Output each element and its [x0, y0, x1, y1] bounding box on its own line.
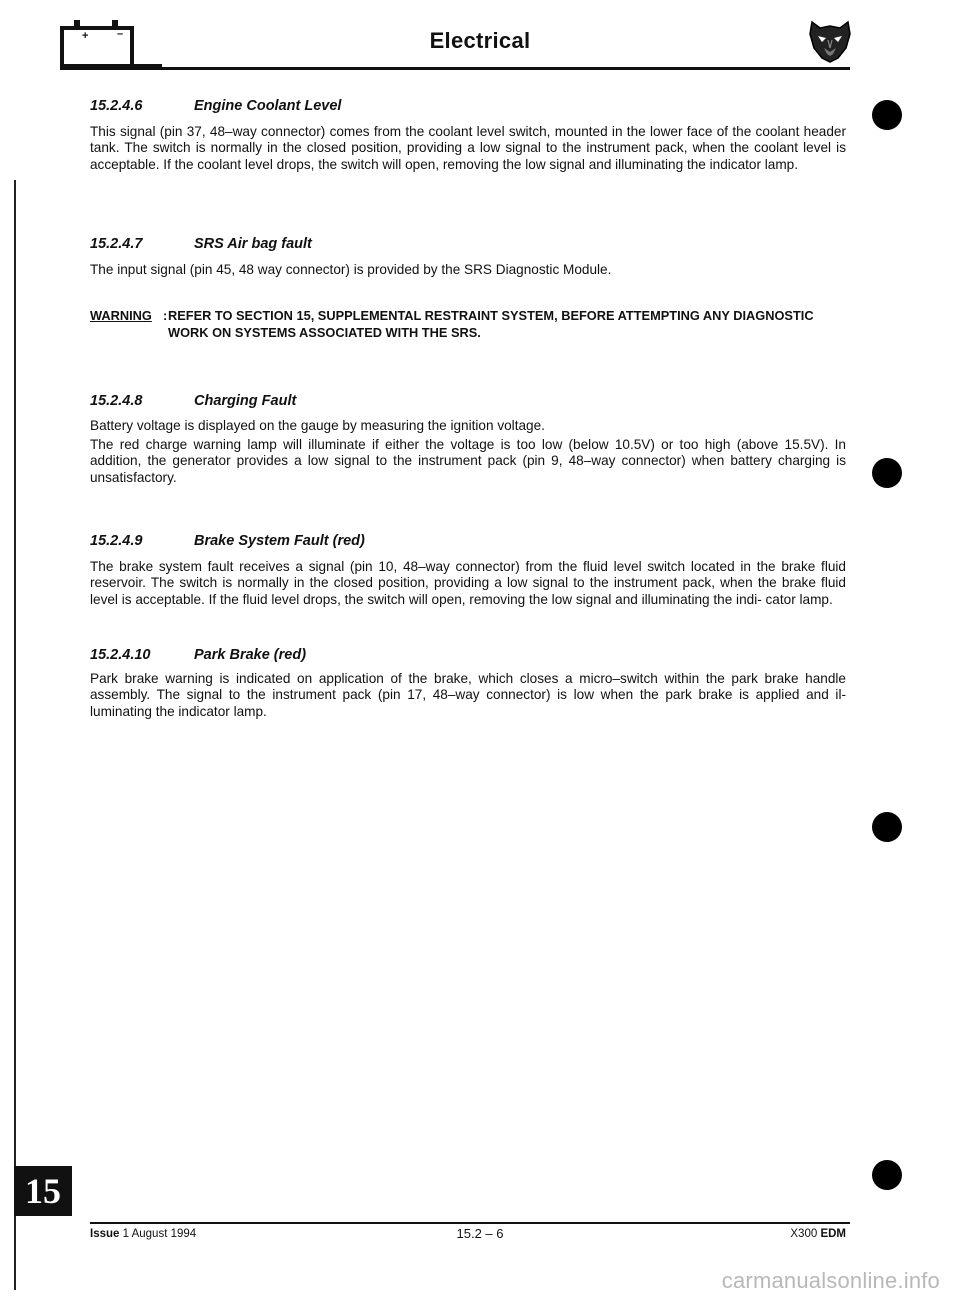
watermark: carmanualsonline.info [721, 1268, 940, 1293]
section-number: 15.2.4.10 [90, 647, 151, 663]
doc-code: X300 [790, 1228, 818, 1240]
battery-minus-sign: – [117, 28, 124, 40]
section-number: 15.2.4.6 [90, 98, 143, 114]
section-title: SRS Air bag fault [194, 236, 312, 252]
punch-hole [872, 458, 902, 488]
warning-colon: : [163, 308, 168, 323]
doc-suffix: EDM [820, 1228, 846, 1240]
issue-label: Issue [90, 1228, 120, 1240]
punch-hole [872, 100, 902, 130]
warning-label: WARNING [90, 308, 152, 323]
section-number: 15.2.4.7 [90, 236, 143, 252]
paragraph-brake-system-fault: The brake system fault receives a signal (pin 10, 48–way connector) from the fluid level switch located in the brake fluid reservoir. The switch is normally in the closed position, providing a low signal to the instrument pack, when the brake fluid level is acceptable. If the fluid level drops, the switch will open, removing the low signal and illuminating the indi- cator lamp. [90, 559, 846, 607]
section-tab: 15 [14, 1166, 72, 1216]
warning-text: REFER TO SECTION 15, SUPPLEMENTAL RESTRAINT SYSTEM, BEFORE ATTEMPTING ANY DIAGNOSTIC WORK ON SYSTEMS ASSOCIATED WITH THE SRS. [168, 308, 814, 340]
punch-hole [872, 1160, 902, 1190]
section-heading-charging-fault [90, 393, 296, 409]
issue-date: 1 August 1994 [122, 1228, 197, 1240]
punch-hole [872, 812, 902, 842]
paragraph-park-brake: Park brake warning is indicated on application of the brake, which closes a micro–switch within the park brake handle assembly. The signal to the instrument pack (pin 17, 48–way connector) is low when the park brake is applied and il- luminating the indicator lamp. [90, 671, 846, 719]
section-number: 15.2.4.9 [90, 533, 143, 549]
battery-plus-sign: + [82, 30, 89, 42]
section-heading-srs-air-bag-fault [90, 236, 312, 252]
section-title: Engine Coolant Level [194, 98, 342, 114]
paragraph-charging-fault-1: Battery voltage is displayed on the gauge by measuring the ignition voltage. [90, 418, 545, 433]
page-number: 15.2 – 6 [456, 1226, 504, 1241]
section-heading-park-brake [90, 647, 306, 663]
footer-doc-code [700, 1228, 846, 1240]
section-title: Charging Fault [194, 393, 297, 409]
page-title: Electrical [429, 28, 531, 53]
header-rule [60, 67, 850, 70]
footer-rule [90, 1222, 850, 1224]
section-title: Park Brake (red) [194, 647, 307, 663]
paragraph-charging-fault-2: The red charge warning lamp will illuminate if either the voltage is too low (below 10.5V) or too high (above 15.5V). In addition, the generator provides a low signal to the instrument pack (pin 9, 48–way connector) when battery charging is unsatisfactory. [90, 437, 846, 485]
paragraph-engine-coolant-level: This signal (pin 37, 48–way connector) comes from the coolant level switch, mounted in the lower face of the coolant header tank. The switch is normally in the closed position, providing a low signal to the instrument pack, when the coolant level is acceptable. If the coolant level drops, the switch will open, removing the low signal and illuminating the indicator lamp. [90, 124, 846, 172]
left-margin-rule [14, 180, 16, 1290]
paragraph-srs-air-bag-fault: The input signal (pin 45, 48 way connector) is provided by the SRS Diagnostic Module. [90, 262, 612, 277]
section-heading-engine-coolant-level [90, 98, 341, 114]
section-title: Brake System Fault (red) [194, 533, 365, 549]
section-heading-brake-system-fault [90, 533, 365, 549]
jaguar-head-logo-icon [806, 18, 854, 64]
section-number: 15.2.4.8 [90, 393, 143, 409]
